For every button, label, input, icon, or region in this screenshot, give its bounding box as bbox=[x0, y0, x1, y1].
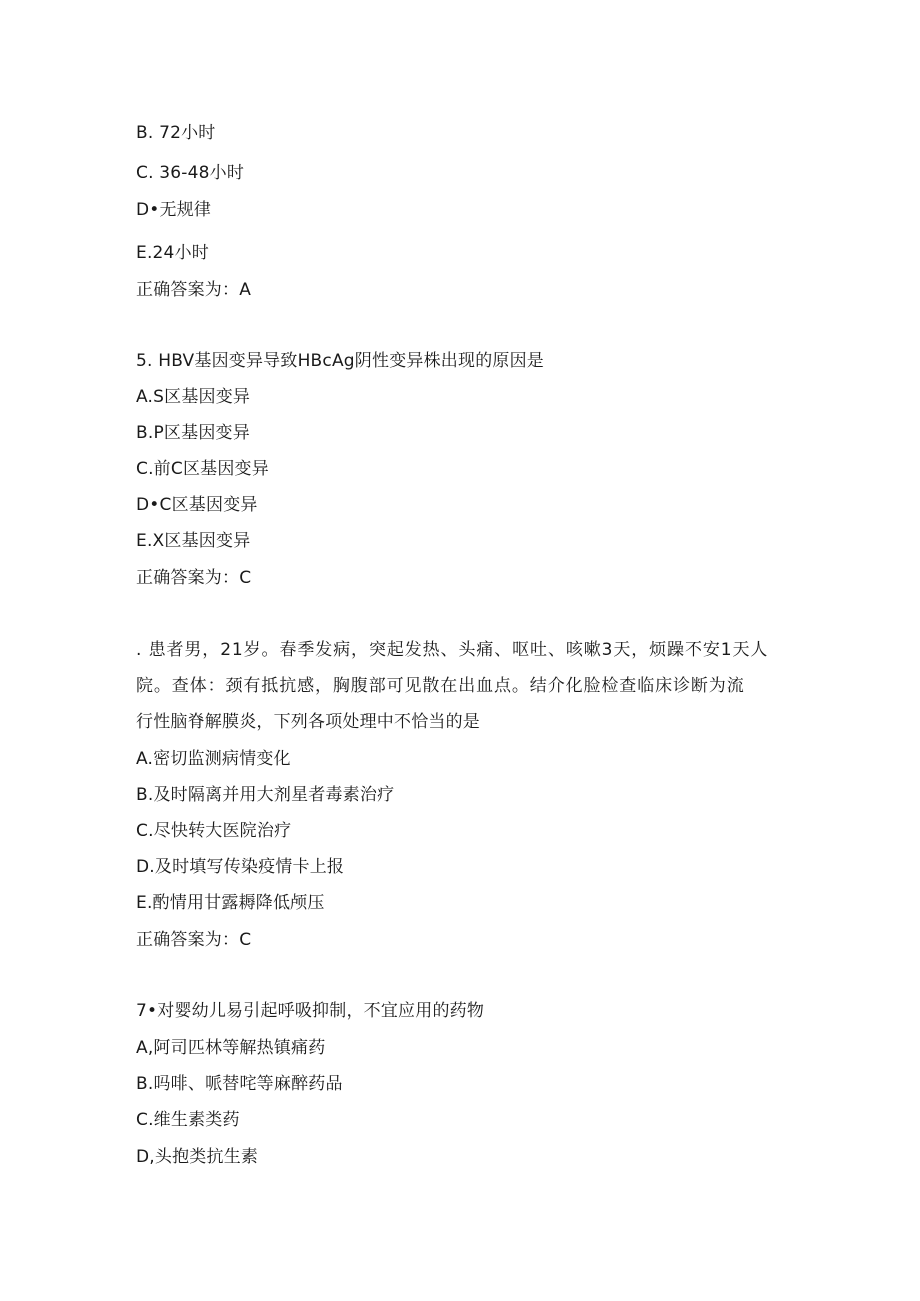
correct-answer: 正确答案为：C bbox=[136, 568, 252, 588]
option-e: E.酌情用甘露耨降低颅压 bbox=[136, 893, 325, 913]
option-d: D•无规律 bbox=[136, 200, 212, 220]
option-a: A.S区基因变异 bbox=[136, 387, 251, 407]
question-stem-line: 行性脑脊解膜炎，下列各项处理中不恰当的是 bbox=[136, 712, 480, 732]
option-d: D,头抱类抗生素 bbox=[136, 1147, 259, 1167]
question-stem: 7•对婴幼儿易引起呼吸抑制，不宜应用的药物 bbox=[136, 1001, 485, 1021]
option-d: D.及时填写传染疫情卡上报 bbox=[136, 857, 345, 877]
option-a: A.密切监测病情变化 bbox=[136, 749, 291, 769]
option-b: B. 72小时 bbox=[136, 123, 216, 143]
correct-answer: 正确答案为：A bbox=[136, 280, 252, 300]
option-a: A,阿司匹林等解热镇痛药 bbox=[136, 1038, 326, 1058]
option-c: C.尽快转大医院治疗 bbox=[136, 821, 292, 841]
option-b: B.吗啡、哌替咤等麻醉药品 bbox=[136, 1074, 343, 1094]
question-stem-line: . 患者男，21岁。春季发病，突起发热、头痛、呕吐、咳嗽3天，烦躁不安1天人 bbox=[136, 640, 769, 660]
option-c: C. 36-48小时 bbox=[136, 163, 245, 183]
question-stem: 5. HBV基因变异导致HBcAg阴性变异株出现的原因是 bbox=[136, 351, 544, 371]
option-b: B.P区基因变异 bbox=[136, 423, 250, 443]
option-c: C.前C区基因变异 bbox=[136, 459, 269, 479]
option-d: D•C区基因变异 bbox=[136, 495, 258, 515]
option-c: C.维生素类药 bbox=[136, 1110, 240, 1130]
option-e: E.24小时 bbox=[136, 243, 209, 263]
question-stem-line: 院。查体：颈有抵抗感，胸腹部可见散在出血点。结介化脸检查临床诊断为流 bbox=[136, 676, 745, 696]
option-b: B.及时隔离并用大剂星者毒素治疗 bbox=[136, 785, 395, 805]
correct-answer: 正确答案为：C bbox=[136, 930, 252, 950]
option-e: E.X区基因变异 bbox=[136, 531, 251, 551]
